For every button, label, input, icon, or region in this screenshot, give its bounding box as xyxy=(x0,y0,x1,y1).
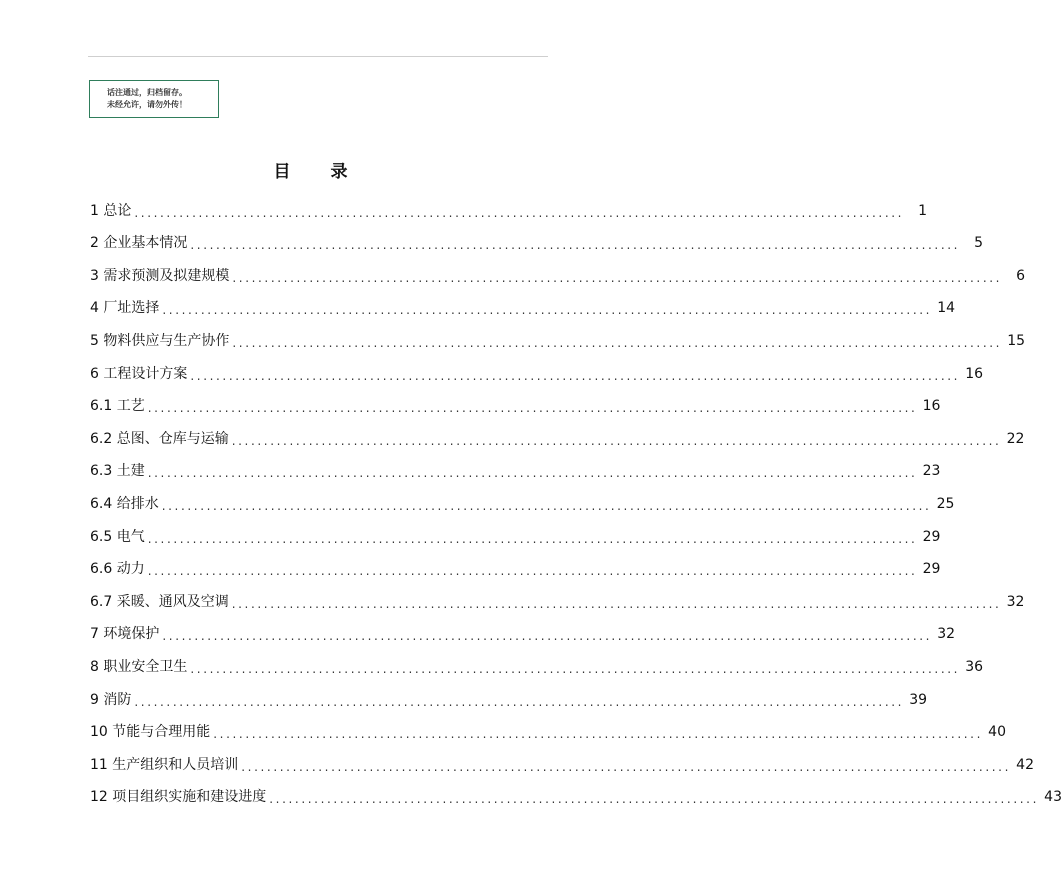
toc-entry-page: 36 xyxy=(965,658,984,675)
toc-entry-label: 6 工程设计方案 xyxy=(90,365,188,382)
toc-entry-label: 8 职业安全卫生 xyxy=(90,658,188,675)
toc-entry-leader: ........................................................................................................................ xyxy=(162,629,933,644)
toc-entry-leader: ........................................................................................................................ xyxy=(269,792,1039,807)
toc-entry[interactable] xyxy=(90,618,956,651)
toc-entry-leader: ........................................................................................................................ xyxy=(231,596,1002,611)
toc-entry[interactable] xyxy=(90,357,984,390)
toc-entry-leader: ........................................................................................................................ xyxy=(232,335,1003,350)
toc-entry-page: 32 xyxy=(1006,593,1025,610)
toc-entry-page: 5 xyxy=(974,235,984,252)
toc-entry-label: 10 节能与合理用能 xyxy=(90,724,211,741)
toc-entry-page: 15 xyxy=(1007,332,1026,349)
toc-entry-leader: ........................................................................................................................ xyxy=(134,205,905,220)
toc-entry-label: 2 企业基本情况 xyxy=(90,235,188,252)
toc-entry[interactable] xyxy=(90,390,941,423)
toc-entry-leader: ........................................................................................................................ xyxy=(161,498,932,513)
table-of-contents xyxy=(90,194,1062,813)
toc-entry-label: 6.7 采暖、通风及空调 xyxy=(90,593,229,610)
toc-title xyxy=(0,160,621,184)
toc-entry-leader: ........................................................................................................................ xyxy=(190,368,961,383)
toc-entry-label: 6.3 土建 xyxy=(90,463,145,480)
toc-entry-leader: ........................................................................................................................ xyxy=(241,759,1011,774)
toc-entry-leader: ........................................................................................................................ xyxy=(190,661,961,676)
toc-entry-page: 43 xyxy=(1044,789,1062,806)
toc-entry-page: 22 xyxy=(1006,430,1025,447)
toc-entry-page: 1 xyxy=(918,202,928,219)
toc-entry-label: 12 项目组织实施和建设进度 xyxy=(90,789,267,806)
toc-entry-page: 16 xyxy=(922,398,941,415)
toc-entry-page: 40 xyxy=(988,724,1006,741)
toc-entry[interactable] xyxy=(90,194,928,227)
toc-entry-label: 7 环境保护 xyxy=(90,626,160,643)
toc-entry-label: 11 生产组织和人员培训 xyxy=(90,756,239,773)
toc-entry[interactable] xyxy=(90,650,984,683)
toc-entry-label: 5 物料供应与生产协作 xyxy=(90,332,230,349)
toc-entry-leader: ........................................................................................................................ xyxy=(147,531,918,546)
toc-entry-leader: ........................................................................................................................ xyxy=(147,401,918,416)
toc-entry[interactable] xyxy=(90,553,941,586)
toc-entry-leader: ........................................................................................................................ xyxy=(134,694,905,709)
toc-entry[interactable] xyxy=(90,422,1025,455)
toc-entry[interactable] xyxy=(90,520,941,553)
toc-entry[interactable] xyxy=(90,781,1062,814)
toc-entry-page: 29 xyxy=(922,528,941,545)
toc-entry[interactable] xyxy=(90,487,955,520)
toc-entry-page: 16 xyxy=(965,365,984,382)
stamp-line-2: 未经允许，请勿外传！ xyxy=(107,99,187,109)
toc-entry-page: 42 xyxy=(1016,756,1034,773)
toc-title-part2: 录 xyxy=(330,162,348,182)
toc-entry-leader: ........................................................................................................................ xyxy=(190,238,961,253)
toc-entry[interactable] xyxy=(90,292,956,325)
toc-entry-label: 6.1 工艺 xyxy=(90,398,145,415)
toc-entry-leader: ........................................................................................................................ xyxy=(147,564,918,579)
toc-title-part1: 目 xyxy=(273,162,291,182)
toc-entry-label: 9 消防 xyxy=(90,691,132,708)
toc-entry[interactable] xyxy=(90,455,941,488)
stamp-box xyxy=(89,80,219,118)
toc-entry[interactable] xyxy=(90,585,1025,618)
toc-entry-page: 32 xyxy=(937,626,956,643)
toc-entry-page: 25 xyxy=(936,495,955,512)
toc-entry-leader: ........................................................................................................................ xyxy=(162,303,933,318)
toc-entry-label: 3 需求预测及拟建规模 xyxy=(90,267,230,284)
toc-entry-page: 6 xyxy=(1016,267,1026,284)
toc-entry-label: 6.5 电气 xyxy=(90,528,145,545)
toc-entry-page: 23 xyxy=(922,463,941,480)
toc-entry[interactable] xyxy=(90,259,1026,292)
toc-entry-page: 14 xyxy=(937,300,956,317)
header-rule xyxy=(88,56,548,57)
toc-entry-leader: ........................................................................................................................ xyxy=(231,433,1002,448)
toc-entry-leader: ........................................................................................................................ xyxy=(213,727,983,742)
toc-entry[interactable] xyxy=(90,324,1026,357)
toc-entry[interactable] xyxy=(90,748,1034,781)
toc-entry-label: 6.4 给排水 xyxy=(90,495,159,512)
toc-entry[interactable] xyxy=(90,716,1006,749)
toc-entry-page: 29 xyxy=(922,561,941,578)
toc-entry-label: 4 厂址选择 xyxy=(90,300,160,317)
toc-entry-leader: ........................................................................................................................ xyxy=(232,270,1003,285)
toc-entry[interactable] xyxy=(90,227,984,260)
toc-entry[interactable] xyxy=(90,683,928,716)
toc-entry-leader: ........................................................................................................................ xyxy=(147,466,918,481)
toc-entry-label: 1 总论 xyxy=(90,202,132,219)
toc-entry-label: 6.2 总图、仓库与运输 xyxy=(90,430,229,447)
toc-entry-label: 6.6 动力 xyxy=(90,561,145,578)
toc-entry-page: 39 xyxy=(909,691,928,708)
stamp-line-1: 话注通过，归档留存。 xyxy=(107,87,187,97)
